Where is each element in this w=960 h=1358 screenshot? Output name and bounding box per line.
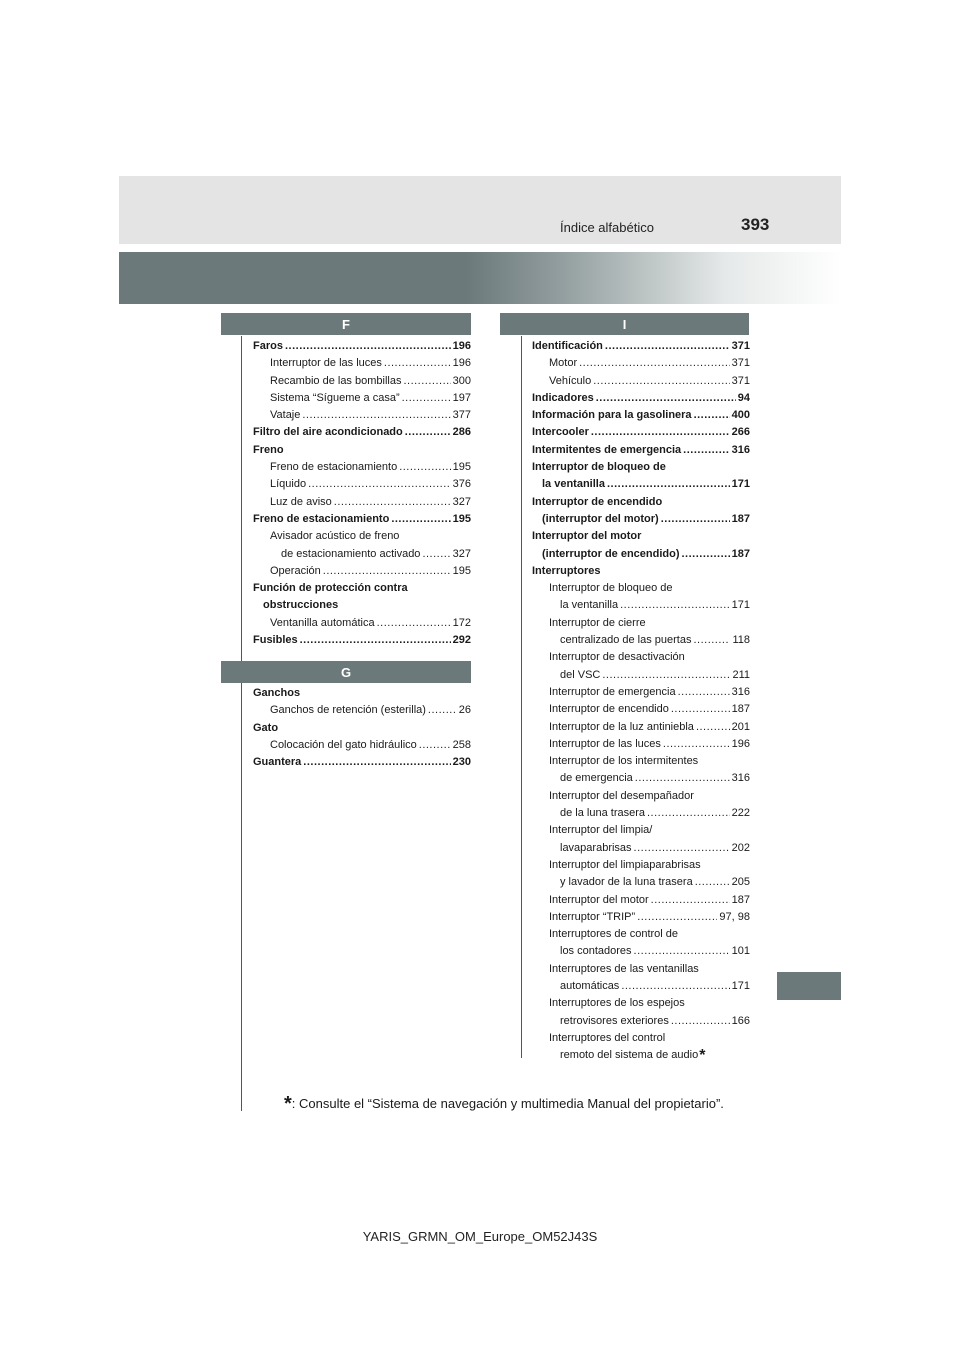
page-ref: 371 (731, 357, 750, 370)
footnote-text: : Consulte el “Sistema de navegación y multimedia Manual del propietario”. (291, 1096, 724, 1111)
index-term: del VSC (560, 668, 601, 681)
dot-leader (308, 476, 451, 493)
dot-leader (399, 459, 450, 476)
index-entry (253, 685, 471, 702)
index-entry (532, 632, 750, 649)
index-term: lavaparabrisas (560, 841, 632, 854)
index-entry (532, 1013, 750, 1030)
dot-leader (661, 511, 730, 528)
index-term: Interruptor de los intermitentes (549, 755, 699, 768)
index-term: la ventanilla (560, 599, 619, 612)
section-header-g: G (221, 661, 471, 683)
index-entry (532, 701, 750, 718)
index-entry (532, 874, 750, 891)
section-g-list (253, 685, 471, 771)
dot-leader (303, 754, 450, 771)
index-entry (532, 390, 750, 407)
index-term: Freno de estacionamiento (253, 512, 390, 525)
index-term: Motor (549, 357, 578, 370)
index-term: Sistema “Sígueme a casa” (270, 391, 400, 404)
index-term: Interruptores de control de (549, 928, 679, 941)
index-term: Fusibles (253, 634, 298, 647)
dot-leader (607, 476, 730, 493)
dot-leader (694, 407, 730, 424)
index-term: Filtro del aire acondicionado (253, 426, 403, 439)
index-term: Información para la gasolinera (532, 409, 692, 422)
index-term: Luz de aviso (270, 495, 332, 508)
page-ref: 371 (731, 374, 750, 387)
index-term: Interruptor de encendido (532, 495, 663, 508)
index-entry (532, 892, 750, 909)
dot-leader (634, 840, 730, 857)
dot-leader (579, 355, 730, 372)
index-entry (532, 338, 750, 355)
page-ref: 376 (452, 478, 471, 491)
page-ref: 205 (731, 876, 750, 889)
dot-leader (334, 494, 451, 511)
page-ref: 266 (731, 426, 750, 439)
chapter-side-tab (777, 972, 841, 1000)
page-ref: 187 (731, 512, 750, 525)
index-term: Ganchos (253, 687, 301, 699)
index-entry (532, 961, 750, 978)
index-term: Interruptor del motor (549, 893, 649, 906)
dot-leader (593, 373, 729, 390)
page-ref: 187 (731, 893, 750, 906)
index-term: Faros (253, 340, 283, 352)
index-entry (253, 754, 471, 771)
index-term: Interruptor de las luces (270, 357, 382, 370)
index-term: Freno (253, 443, 284, 456)
page-ref: 211 (732, 668, 750, 681)
page-ref: 258 (452, 738, 471, 751)
dot-leader (683, 442, 729, 459)
index-entry (532, 615, 750, 632)
index-term: Gato (253, 721, 279, 734)
index-entry (253, 407, 471, 424)
index-entry (253, 424, 471, 441)
page-ref: 118 (732, 634, 750, 647)
index-entry (532, 424, 750, 441)
page-ref: 286 (452, 426, 471, 439)
index-term: (interruptor del motor) (542, 512, 659, 525)
page-ref: 97, 98 (719, 910, 750, 923)
dot-leader (634, 943, 730, 960)
index-entry (253, 511, 471, 528)
page-ref: 316 (731, 685, 750, 698)
dot-leader (403, 373, 450, 390)
index-entry (532, 580, 750, 597)
page-ref: 371 (731, 340, 750, 352)
index-entry (253, 720, 471, 737)
dot-leader (405, 424, 451, 441)
dot-leader (402, 390, 451, 407)
index-entry (532, 442, 750, 459)
index-entry (532, 926, 750, 943)
page-ref: 197 (452, 391, 471, 404)
index-entry (532, 805, 750, 822)
dot-leader (605, 338, 730, 355)
index-entry (253, 563, 471, 580)
index-entry (253, 632, 471, 649)
index-entry (532, 788, 750, 805)
index-entry (532, 840, 750, 857)
index-term: Función de protección contra (253, 582, 408, 595)
index-term: Interruptor del limpia/ (549, 824, 653, 837)
section-f-list (253, 338, 471, 649)
dot-leader (620, 597, 730, 614)
page-ref: 327 (452, 547, 471, 560)
index-entry (532, 373, 750, 390)
dot-leader (682, 546, 730, 563)
dot-leader (419, 737, 451, 754)
page-ref: 300 (452, 374, 471, 387)
index-entry (253, 355, 471, 372)
page-ref: 195 (452, 564, 471, 577)
index-entry (253, 615, 471, 632)
index-entry (532, 407, 750, 424)
dot-leader (663, 736, 730, 753)
index-entry (253, 442, 471, 459)
footnote-star: * (284, 1093, 292, 1115)
dot-leader (391, 511, 450, 528)
dot-leader (602, 667, 730, 684)
dot-leader (591, 424, 730, 441)
page-ref: 222 (731, 807, 750, 820)
index-entry (253, 476, 471, 493)
index-term: la ventanilla (542, 478, 605, 491)
left-column-rule (241, 336, 242, 1111)
page-ref: 196 (452, 340, 471, 352)
dot-leader (637, 909, 717, 926)
index-entry (532, 822, 750, 839)
dot-leader (384, 355, 451, 372)
index-term: Intermitentes de emergencia (532, 443, 682, 456)
section-header-i: I (500, 313, 749, 335)
index-entry (532, 857, 750, 874)
page-ref: 316 (731, 772, 750, 785)
index-entry (532, 528, 750, 545)
index-term: Intercooler (532, 426, 589, 439)
index-term: Interruptores de los espejos (549, 997, 685, 1010)
index-term: centralizado de las puertas (560, 634, 692, 647)
index-entry (532, 684, 750, 701)
document-code: YARIS_GRMN_OM_Europe_OM52J43S (362, 1229, 598, 1244)
page-ref: 187 (731, 547, 750, 560)
index-term: Interruptor de emergencia (549, 685, 676, 698)
index-term: Recambio de las bombillas (270, 374, 402, 387)
dot-leader (377, 615, 451, 632)
index-term: Interruptor de la luz antiniebla (549, 720, 694, 733)
page-ref: 101 (731, 945, 750, 958)
dot-leader (696, 719, 730, 736)
index-entry (253, 459, 471, 476)
index-entry (253, 373, 471, 390)
index-term: Interruptor “TRIP” (549, 910, 636, 923)
page-ref: 196 (452, 357, 471, 370)
index-term: Vataje (270, 409, 301, 422)
index-entry (532, 649, 750, 666)
index-term: Colocación del gato hidráulico (270, 738, 417, 751)
index-term: Interruptor del limpiaparabrisas (549, 858, 701, 871)
page-ref: 327 (452, 495, 471, 508)
right-column-rule (521, 336, 522, 1058)
index-term: Interruptor del desempañador (549, 789, 694, 802)
page-ref: 166 (731, 1014, 750, 1027)
index-entry (532, 597, 750, 614)
index-entry (532, 1030, 750, 1047)
index-term: Interruptor de bloqueo de (532, 461, 666, 474)
index-term: Interruptores del control (549, 1031, 666, 1044)
index-entry (253, 597, 471, 614)
index-term: remoto del sistema de audio (560, 1049, 699, 1062)
index-term: (interruptor de encendido) (542, 547, 680, 560)
section-i-list (532, 338, 750, 1064)
page-ref: 94 (737, 391, 750, 404)
dot-leader (635, 770, 730, 787)
index-term: Interruptor de encendido (549, 703, 669, 716)
index-entry (532, 563, 750, 580)
page-ref: 172 (452, 616, 471, 629)
page-ref: 187 (731, 703, 750, 716)
index-entry (532, 736, 750, 753)
index-term: Interruptores (532, 564, 601, 577)
page-ref: 400 (731, 409, 750, 422)
index-term: Ventanilla automática (270, 616, 375, 629)
page-ref: 201 (731, 720, 750, 733)
gradient-band (119, 252, 841, 304)
index-entry (532, 546, 750, 563)
dot-leader (693, 632, 730, 649)
page-ref: 195 (452, 461, 471, 474)
index-entry (532, 719, 750, 736)
index-term: Vehículo (549, 374, 592, 387)
index-entry (253, 546, 471, 563)
page-ref: 171 (731, 979, 750, 992)
footnote-marker: * (699, 1047, 706, 1065)
dot-leader (285, 338, 451, 355)
header-title: Índice alfabético (560, 220, 654, 235)
index-entry (532, 753, 750, 770)
index-term: automáticas (560, 979, 620, 992)
dot-leader (647, 805, 730, 822)
page-ref: 316 (731, 443, 750, 456)
index-entry (532, 511, 750, 528)
index-term: los contadores (560, 945, 632, 958)
index-entry (532, 995, 750, 1012)
index-term: Líquido (270, 478, 307, 491)
index-term: y lavador de la luna trasera (560, 876, 693, 889)
index-entry (253, 528, 471, 545)
index-term: Freno de estacionamiento (270, 461, 398, 474)
dot-leader (621, 978, 729, 995)
index-entry (532, 494, 750, 511)
index-entry (532, 943, 750, 960)
dot-leader (300, 632, 451, 649)
page-ref: 230 (452, 756, 471, 769)
index-entry (253, 494, 471, 511)
index-entry (532, 476, 750, 493)
dot-leader (323, 563, 451, 580)
index-term: retrovisores exteriores (560, 1014, 669, 1027)
index-term: Interruptor del motor (532, 530, 642, 543)
page-ref: 196 (731, 737, 750, 750)
index-term: Interruptor de cierre (549, 616, 646, 629)
page-ref: 171 (731, 478, 750, 491)
dot-leader (671, 1013, 730, 1030)
index-term: de emergencia (560, 772, 633, 785)
footnote (284, 1093, 724, 1116)
dot-leader (302, 407, 450, 424)
dot-leader (651, 892, 730, 909)
index-term: de estacionamiento activado (281, 547, 421, 560)
index-term: Guantera (253, 756, 302, 769)
index-term: Identificación (532, 340, 603, 352)
index-entry (532, 978, 750, 995)
header-band (119, 176, 841, 244)
index-entry (253, 737, 471, 754)
index-entry (532, 667, 750, 684)
index-entry (532, 459, 750, 476)
index-term: obstrucciones (263, 599, 339, 612)
index-entry (532, 355, 750, 372)
page-ref: 26 (458, 704, 471, 717)
index-term: de la luna trasera (560, 807, 645, 820)
index-term: Interruptor de bloqueo de (549, 582, 673, 595)
index-term: Indicadores (532, 391, 594, 404)
dot-leader (422, 546, 450, 563)
dot-leader (596, 390, 736, 407)
dot-leader (678, 684, 730, 701)
page-ref: 377 (452, 409, 471, 422)
index-term: Operación (270, 564, 321, 577)
dot-leader (671, 701, 730, 718)
section-header-f: F (221, 313, 471, 335)
index-term: Interruptor de las luces (549, 737, 661, 750)
page-number: 393 (741, 215, 770, 234)
index-term: Avisador acústico de freno (270, 530, 400, 543)
dot-leader (428, 702, 457, 719)
index-term: Interruptores de las ventanillas (549, 962, 699, 975)
index-entry (253, 390, 471, 407)
page-ref: 195 (452, 512, 471, 525)
page-ref: 171 (731, 599, 750, 612)
index-term: Interruptor de desactivación (549, 651, 685, 664)
index-entry (253, 702, 471, 719)
dot-leader (695, 874, 730, 891)
index-entry (253, 580, 471, 597)
index-entry (253, 338, 471, 355)
page-ref: 202 (731, 841, 750, 854)
index-term: Ganchos de retención (esterilla) (270, 704, 426, 717)
page-ref: 292 (452, 634, 471, 647)
index-entry (532, 909, 750, 926)
index-entry (532, 770, 750, 787)
index-entry (532, 1047, 750, 1064)
